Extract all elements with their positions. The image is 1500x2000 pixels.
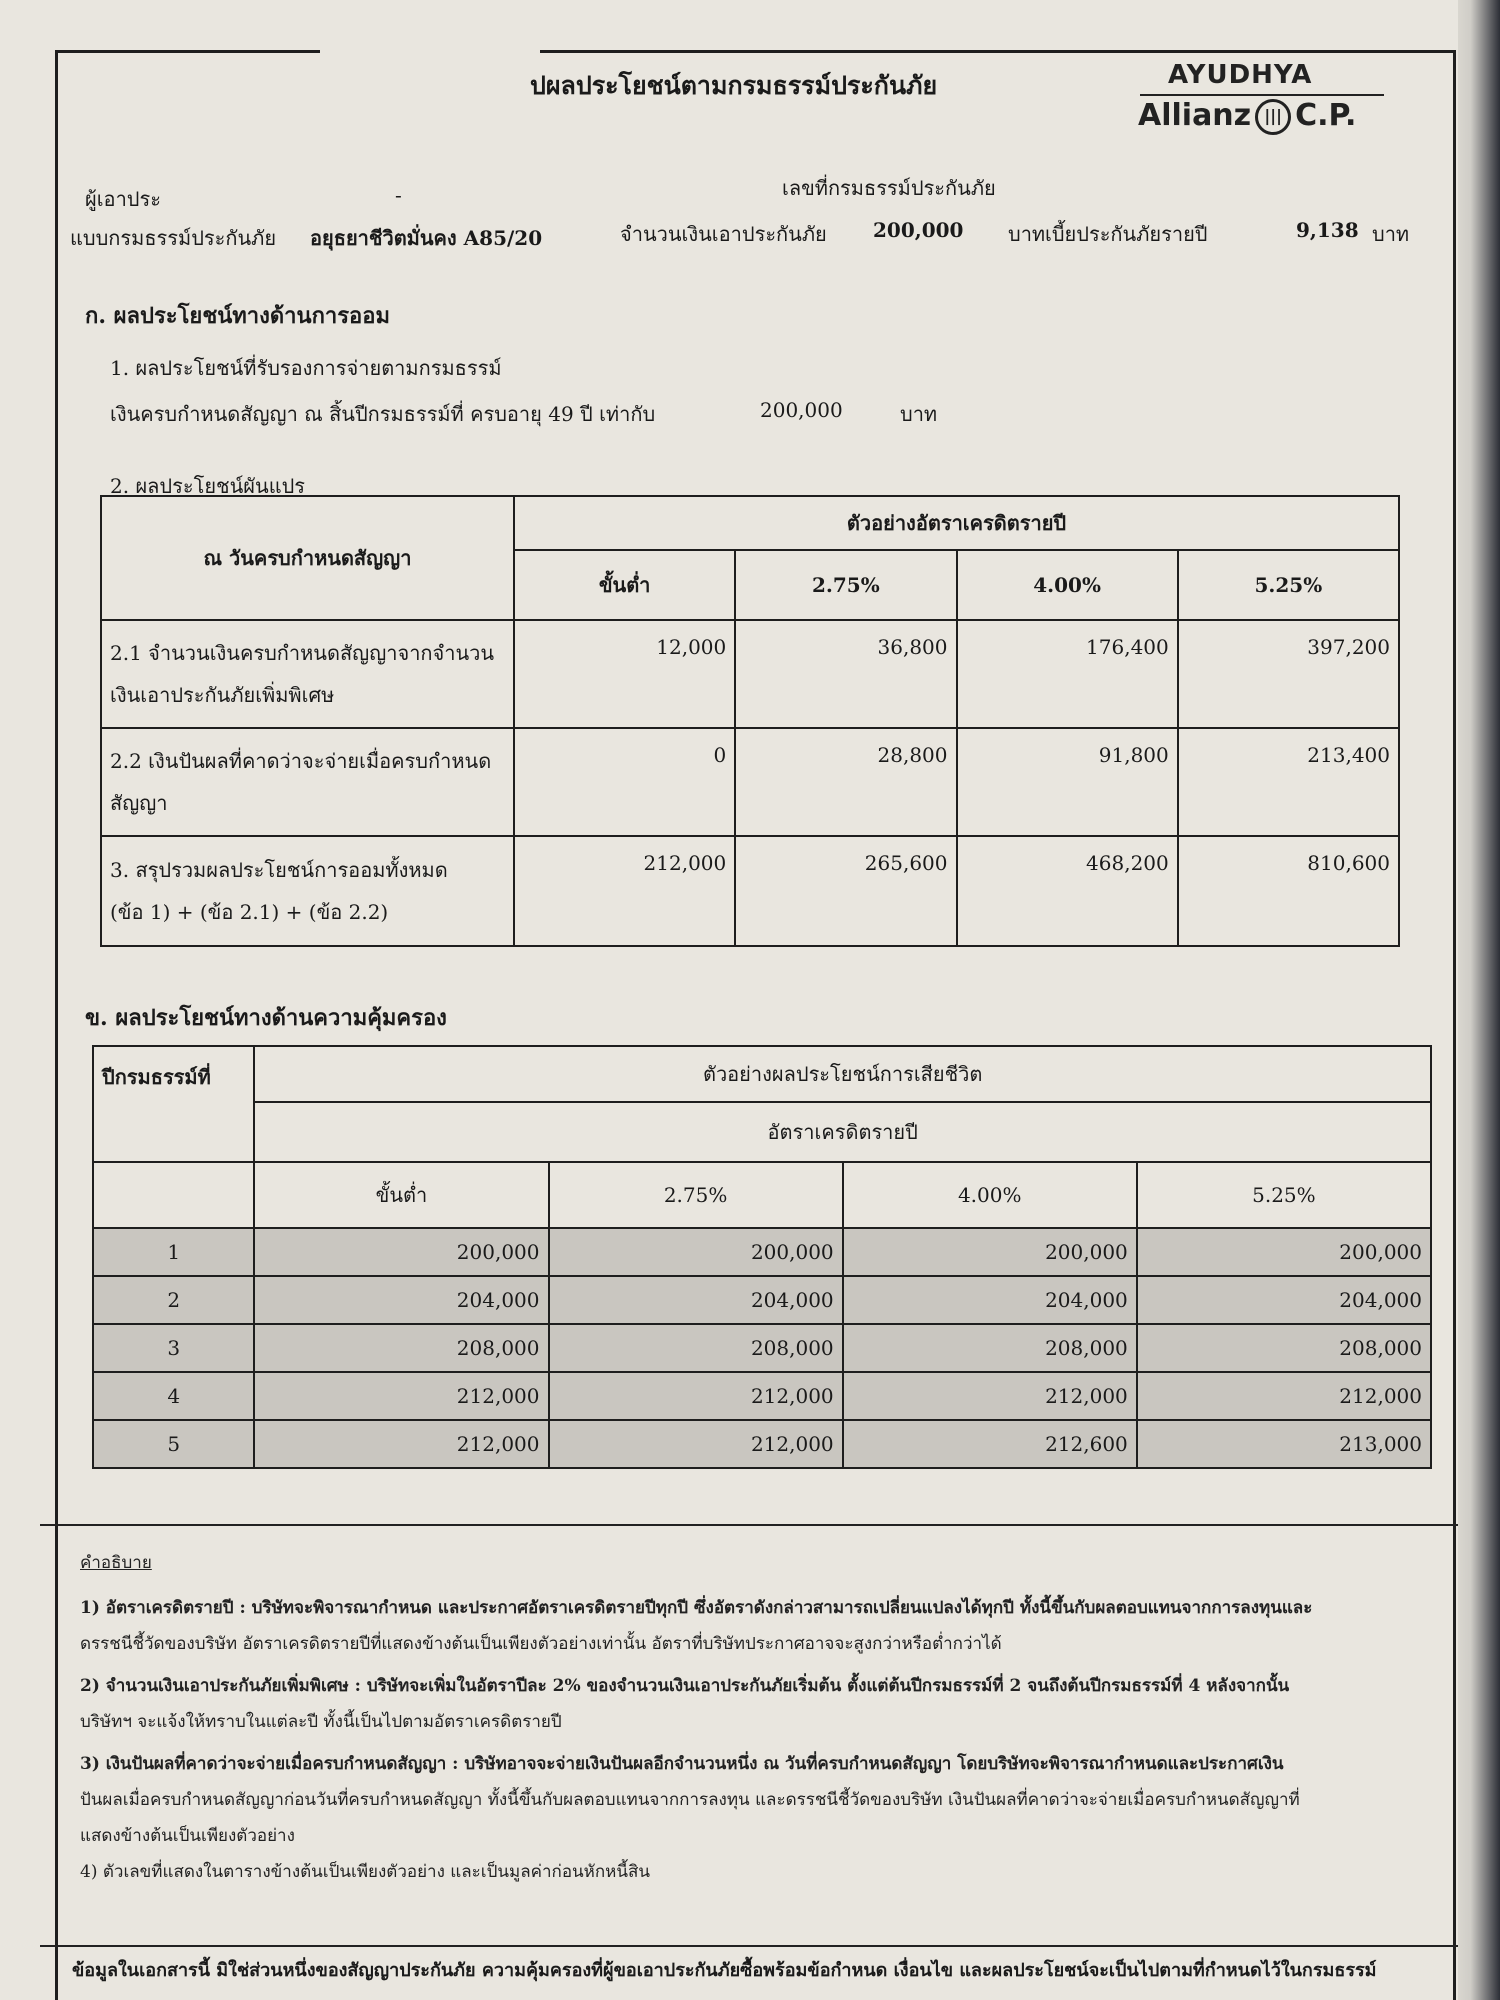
note-line: 1) อัตราเครดิตรายปี : บริษัทจะพิจารณากำหนด และประกาศอัตราเครดิตรายปีทุกปี ซึ่งอัตราดังกล่าวสามารถเปลี่ยนแปลงได้ทุกปี ทั้งนี้ขึ้นกับผลตอบแทนจากการลงทุนและ <box>80 1598 1313 1618</box>
table-header-rate-subgroup: อัตราเครดิตรายปี <box>254 1102 1431 1162</box>
savings-benefit-table <box>100 495 1400 947</box>
table-cell: 208,000 <box>1137 1324 1431 1372</box>
rate-header-275: 2.75% <box>549 1162 843 1228</box>
maturity-benefit-unit: บาท <box>900 402 938 426</box>
variable-benefit-label: 2. ผลประโยชน์ผันแปร <box>110 474 306 498</box>
table-cell: 208,000 <box>254 1324 548 1372</box>
table-cell: 212,000 <box>1137 1372 1431 1420</box>
annual-premium-unit: บาท <box>1372 222 1410 246</box>
table-row <box>101 620 1399 728</box>
table-cell: 213,400 <box>1178 728 1399 836</box>
table-cell: 208,000 <box>843 1324 1137 1372</box>
table-cell: 468,200 <box>957 836 1178 946</box>
guaranteed-benefit-label: 1. ผลประโยชน์ที่รับรองการจ่ายตามกรมธรรม์ <box>110 356 502 380</box>
policy-year: 2 <box>93 1276 254 1324</box>
note-line: 3) เงินปันผลที่คาดว่าจะจ่ายเมื่อครบกำหนดสัญญา : บริษัทอาจจะจ่ายเงินปันผลอีกจำนวนหนึ่ง ณ วันที่ครบกำหนดสัญญา โดยบริษัทจะพิจารณากำหนดและประกาศเงิน <box>80 1754 1284 1774</box>
brand-logo <box>1138 98 1356 135</box>
annual-premium-label: เบี้ยประกันภัยรายปี <box>1045 222 1208 246</box>
table-row <box>93 1228 1431 1276</box>
footer-disclaimer: ข้อมูลในเอกสารนี้ มิใช่ส่วนหนึ่งของสัญญาประกันภัย ความคุ้มครองที่ผู้ขอเอาประกันภัยซื้อพร้อมข้อกำหนด เงื่อนไข และผลประโยชน์จะเป็นไปตามที่กำหนดไว้ในกรมธรรม์ <box>72 1960 1377 1981</box>
table-row <box>93 1420 1431 1468</box>
table-row <box>101 728 1399 836</box>
table-cell: 200,000 <box>254 1228 548 1276</box>
table-cell: 212,000 <box>254 1372 548 1420</box>
table-row <box>93 1372 1431 1420</box>
sum-insured-label: จำนวนเงินเอาประกันภัย <box>620 222 827 246</box>
policy-year: 3 <box>93 1324 254 1372</box>
table-cell: 204,000 <box>843 1276 1137 1324</box>
note-line: 2) จำนวนเงินเอาประกันภัยเพิ่มพิเศษ : บริษัทจะเพิ่มในอัตราปีละ 2% ของจำนวนเงินเอาประกันภัยเริ่มต้น ตั้งแต่ต้นปีกรมธรรม์ที่ 2 จนถึงต้นปีกรมธรรม์ที่ 4 หลังจากนั้น <box>80 1676 1290 1696</box>
policy-year: 1 <box>93 1228 254 1276</box>
table-header-policy-year: ปีกรมธรรม์ที่ <box>93 1046 254 1162</box>
note-line: ดรรชนีชี้วัดของบริษัท อัตราเครดิตรายปีที่แสดงข้างต้นเป็นเพียงตัวอย่างเท่านั้น อัตราที่บริษัทประกาศอาจจะสูงกว่าหรือต่ำกว่าได้ <box>80 1634 1002 1654</box>
table-row <box>101 836 1399 946</box>
table-cell: 204,000 <box>549 1276 843 1324</box>
rate-header-min: ขั้นต่ำ <box>254 1162 548 1228</box>
table-cell: 212,000 <box>549 1372 843 1420</box>
table-cell: 212,000 <box>514 836 735 946</box>
table-cell: 213,000 <box>1137 1420 1431 1468</box>
policy-year: 5 <box>93 1420 254 1468</box>
table-cell: 212,600 <box>843 1420 1137 1468</box>
table-cell: 91,800 <box>957 728 1178 836</box>
table-row <box>93 1276 1431 1324</box>
section-a-heading: ก. ผลประโยชน์ทางด้านการออม <box>85 303 390 329</box>
table-cell: 0 <box>514 728 735 836</box>
policy-number-label: เลขที่กรมธรรม์ประกันภัย <box>782 176 996 200</box>
table-cell: 200,000 <box>1137 1228 1431 1276</box>
table-cell: 200,000 <box>549 1228 843 1276</box>
note-line: แสดงข้างต้นเป็นเพียงตัวอย่าง <box>80 1826 295 1846</box>
rate-header-525: 5.25% <box>1137 1162 1431 1228</box>
table-cell: 12,000 <box>514 620 735 728</box>
notes-body <box>80 1590 1312 1890</box>
brand-name-left: Allianz <box>1138 98 1252 133</box>
row-label: 2.2 เงินปันผลที่คาดว่าจะจ่ายเมื่อครบกำหนด สัญญา <box>101 728 514 836</box>
table-cell: 176,400 <box>957 620 1178 728</box>
brand-name-right: C.P. <box>1295 98 1357 133</box>
table-row <box>93 1324 1431 1372</box>
table-cell: 28,800 <box>735 728 956 836</box>
table-cell: 810,600 <box>1178 836 1399 946</box>
notes-heading: คำอธิบาย <box>80 1553 152 1573</box>
row-label: 3. สรุปรวมผลประโยชน์การออมทั้งหมด (ข้อ 1) + (ข้อ 2.1) + (ข้อ 2.2) <box>101 836 514 946</box>
table-header-maturity: ณ วันครบกำหนดสัญญา <box>101 496 514 620</box>
table-header-blank <box>93 1162 254 1228</box>
note-line: 4) ตัวเลขที่แสดงในตารางข้างต้นเป็นเพียงตัวอย่าง และเป็นมูลค่าก่อนหักหนี้สิน <box>80 1862 651 1882</box>
policy-year: 4 <box>93 1372 254 1420</box>
table-cell: 212,000 <box>843 1372 1137 1420</box>
insured-label: ผู้เอาประ <box>85 187 161 211</box>
rate-header-275: 2.75% <box>735 550 956 620</box>
table-cell: 397,200 <box>1178 620 1399 728</box>
annual-premium-value: 9,138 <box>1296 218 1359 242</box>
table-header-death-benefit: ตัวอย่างผลประโยชน์การเสียชีวิต <box>254 1046 1431 1102</box>
policy-form-label: แบบกรมธรรม์ประกันภัย <box>70 226 277 250</box>
table-cell: 36,800 <box>735 620 956 728</box>
row-label: 2.1 จำนวนเงินครบกำหนดสัญญาจากจำนวน เงินเอาประกันภัยเพิ่มพิเศษ <box>101 620 514 728</box>
allianz-eagle-icon: ||| <box>1255 99 1291 135</box>
section-b-heading: ข. ผลประโยชน์ทางด้านความคุ้มครอง <box>85 1005 447 1031</box>
table-cell: 265,600 <box>735 836 956 946</box>
table-cell: 200,000 <box>843 1228 1137 1276</box>
sum-insured-unit: บาท <box>1008 222 1046 246</box>
document-title: ปผลประโยชน์ตามกรมธรรม์ประกันภัย <box>530 71 938 100</box>
maturity-benefit-text: เงินครบกำหนดสัญญา ณ สิ้นปีกรมธรรม์ที่ ครบอายุ 49 ปี เท่ากับ <box>110 402 656 426</box>
rate-header-525: 5.25% <box>1178 550 1399 620</box>
notes-divider <box>40 1524 1458 1526</box>
footer-divider <box>40 1945 1458 1947</box>
sum-insured-value: 200,000 <box>873 218 964 242</box>
redacted-area <box>320 28 540 123</box>
table-header-rate-group: ตัวอย่างอัตราเครดิตรายปี <box>514 496 1399 550</box>
table-cell: 204,000 <box>1137 1276 1431 1324</box>
table-cell: 208,000 <box>549 1324 843 1372</box>
brand-logo-top: AYUDHYA <box>1168 60 1313 90</box>
policy-form-value: อยุธยาชีวิตมั่นคง A85/20 <box>310 226 543 250</box>
note-line: บริษัทฯ จะแจ้งให้ทราบในแต่ละปี ทั้งนี้เป็นไปตามอัตราเครดิตรายปี <box>80 1712 562 1732</box>
table-cell: 212,000 <box>254 1420 548 1468</box>
table-cell: 204,000 <box>254 1276 548 1324</box>
rate-header-400: 4.00% <box>957 550 1178 620</box>
protection-benefit-table <box>92 1045 1432 1469</box>
note-line: ปันผลเมื่อครบกำหนดสัญญาก่อนวันที่ครบกำหนดสัญญา ทั้งนี้ขึ้นกับผลตอบแทนจากการลงทุน และดรรชนีชี้วัดของบริษัท เงินปันผลที่คาดว่าจะจ่ายเมื่อครบกำหนดสัญญาที่ <box>80 1790 1300 1810</box>
insured-dash: - <box>395 183 402 207</box>
background-edge <box>1458 0 1500 2000</box>
rate-header-400: 4.00% <box>843 1162 1137 1228</box>
table-cell: 212,000 <box>549 1420 843 1468</box>
rate-header-min: ขั้นต่ำ <box>514 550 735 620</box>
brand-logo-divider <box>1140 94 1384 96</box>
maturity-benefit-amount: 200,000 <box>760 398 843 422</box>
